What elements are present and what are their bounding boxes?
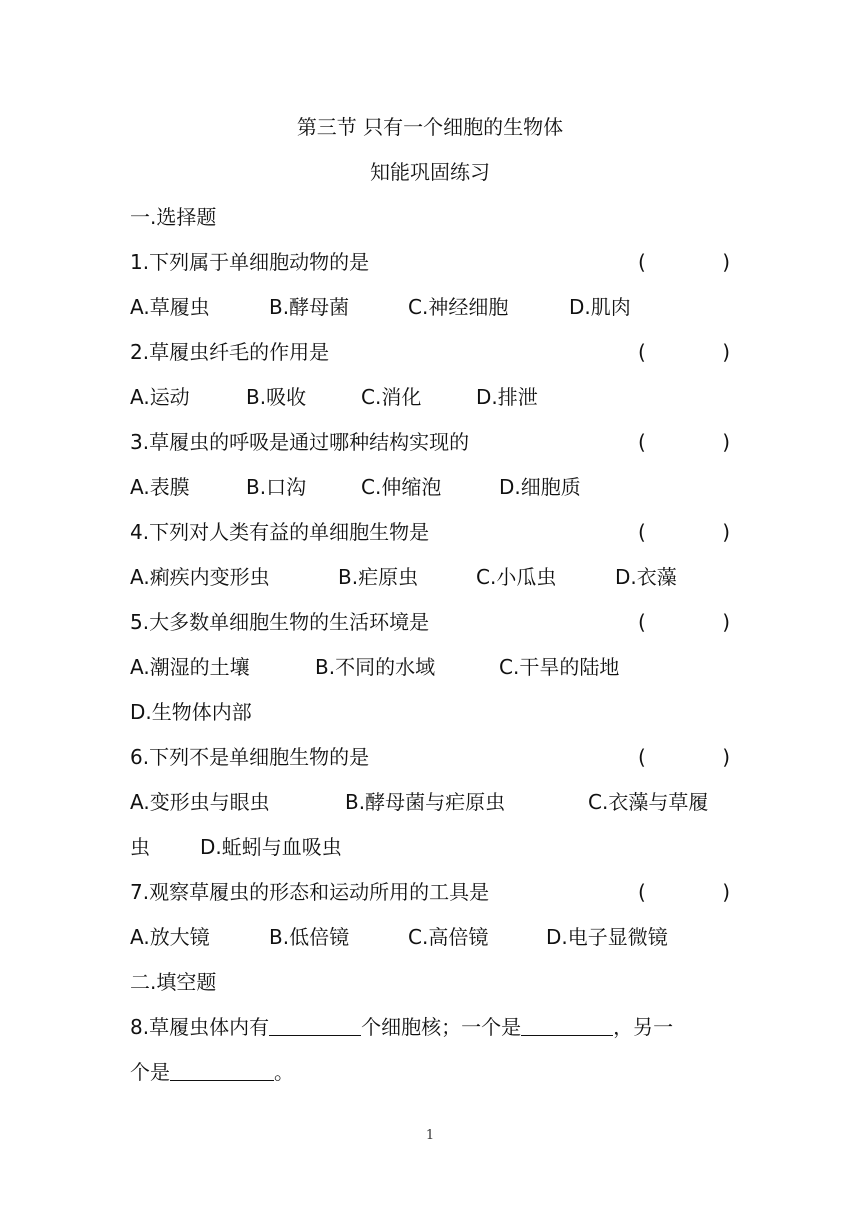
paren-open: (: [638, 250, 646, 274]
fill-text: ，另一: [613, 1015, 674, 1039]
page-title: 第三节 只有一个细胞的生物体: [296, 115, 564, 139]
fill-blank[interactable]: [521, 1013, 613, 1036]
option-c: C.干旱的陆地: [499, 655, 620, 679]
question-2-options: [130, 382, 730, 412]
page-number: 1: [425, 1128, 435, 1143]
question-1: [130, 247, 730, 277]
option-a: A.放大镜: [130, 925, 210, 949]
option-a: A.草履虫: [130, 295, 210, 319]
question-4-options: [130, 562, 730, 592]
question-8: [130, 1012, 730, 1042]
paren-open: (: [638, 340, 646, 364]
option-b: B.酵母菌与疟原虫: [345, 790, 506, 814]
paren-close: ): [722, 340, 730, 364]
question-5-options: [130, 652, 730, 682]
question-stem: 2.草履虫纤毛的作用是: [130, 340, 330, 364]
paren-close: ): [722, 250, 730, 274]
option-c: C.衣藻与草履: [588, 790, 709, 814]
question-1-options: [130, 292, 730, 322]
paren-open: (: [638, 880, 646, 904]
paren-close: ): [722, 745, 730, 769]
section-heading-fill: 二.填空题: [130, 970, 217, 994]
paren-open: (: [638, 430, 646, 454]
option-b: B.口沟: [246, 475, 307, 499]
fill-text: 8.草履虫体内有: [130, 1015, 270, 1039]
paren-close: ): [722, 430, 730, 454]
paren-open: (: [638, 520, 646, 544]
option-b: B.吸收: [246, 385, 307, 409]
paren-close: ): [722, 520, 730, 544]
page-subtitle: 知能巩固练习: [370, 160, 490, 184]
question-stem: 3.草履虫的呼吸是通过哪种结构实现的: [130, 430, 470, 454]
option-d: D.蚯蚓与血吸虫: [200, 835, 342, 859]
question-4: [130, 517, 730, 547]
option-b: B.不同的水域: [315, 655, 436, 679]
question-6-options: [130, 787, 730, 817]
question-5-options-cont: [130, 697, 730, 727]
fill-text: 个是: [130, 1060, 170, 1084]
option-a: A.表膜: [130, 475, 190, 499]
option-c: C.消化: [361, 385, 422, 409]
option-a: A.潮湿的土壤: [130, 655, 250, 679]
question-8-cont: [130, 1057, 730, 1087]
paren-open: (: [638, 610, 646, 634]
option-c-cont: 虫: [130, 835, 150, 859]
option-c: C.伸缩泡: [361, 475, 442, 499]
fill-blank[interactable]: [269, 1013, 361, 1036]
question-stem: 7.观察草履虫的形态和运动所用的工具是: [130, 880, 490, 904]
option-c: C.小瓜虫: [476, 565, 557, 589]
option-d: D.细胞质: [499, 475, 581, 499]
option-b: B.疟原虫: [338, 565, 419, 589]
question-stem: 1.下列属于单细胞动物的是: [130, 250, 370, 274]
question-6: [130, 742, 730, 772]
question-stem: 5.大多数单细胞生物的生活环境是: [130, 610, 430, 634]
question-3-options: [130, 472, 730, 502]
option-b: B.酵母菌: [269, 295, 350, 319]
fill-text: 个细胞核；一个是: [361, 1015, 522, 1039]
question-7: [130, 877, 730, 907]
option-a: A.运动: [130, 385, 190, 409]
question-6-options-cont: [130, 832, 730, 862]
option-d: D.排泄: [476, 385, 538, 409]
fill-blank[interactable]: [170, 1058, 274, 1081]
option-c: C.高倍镜: [408, 925, 489, 949]
option-a: A.痢疾内变形虫: [130, 565, 270, 589]
question-7-options: [130, 922, 730, 952]
paren-close: ): [722, 610, 730, 634]
option-a: A.变形虫与眼虫: [130, 790, 270, 814]
question-stem: 6.下列不是单细胞生物的是: [130, 745, 370, 769]
option-d: D.电子显微镜: [546, 925, 668, 949]
option-b: B.低倍镜: [269, 925, 350, 949]
question-5: [130, 607, 730, 637]
question-stem: 4.下列对人类有益的单细胞生物是: [130, 520, 430, 544]
paren-open: (: [638, 745, 646, 769]
paren-close: ): [722, 880, 730, 904]
option-c: C.神经细胞: [408, 295, 509, 319]
option-d: D.肌肉: [569, 295, 631, 319]
option-d: D.生物体内部: [130, 700, 252, 724]
question-2: [130, 337, 730, 367]
section-heading-choice: 一.选择题: [130, 205, 217, 229]
option-d: D.衣藻: [615, 565, 677, 589]
fill-text: 。: [274, 1060, 294, 1084]
question-3: [130, 427, 730, 457]
